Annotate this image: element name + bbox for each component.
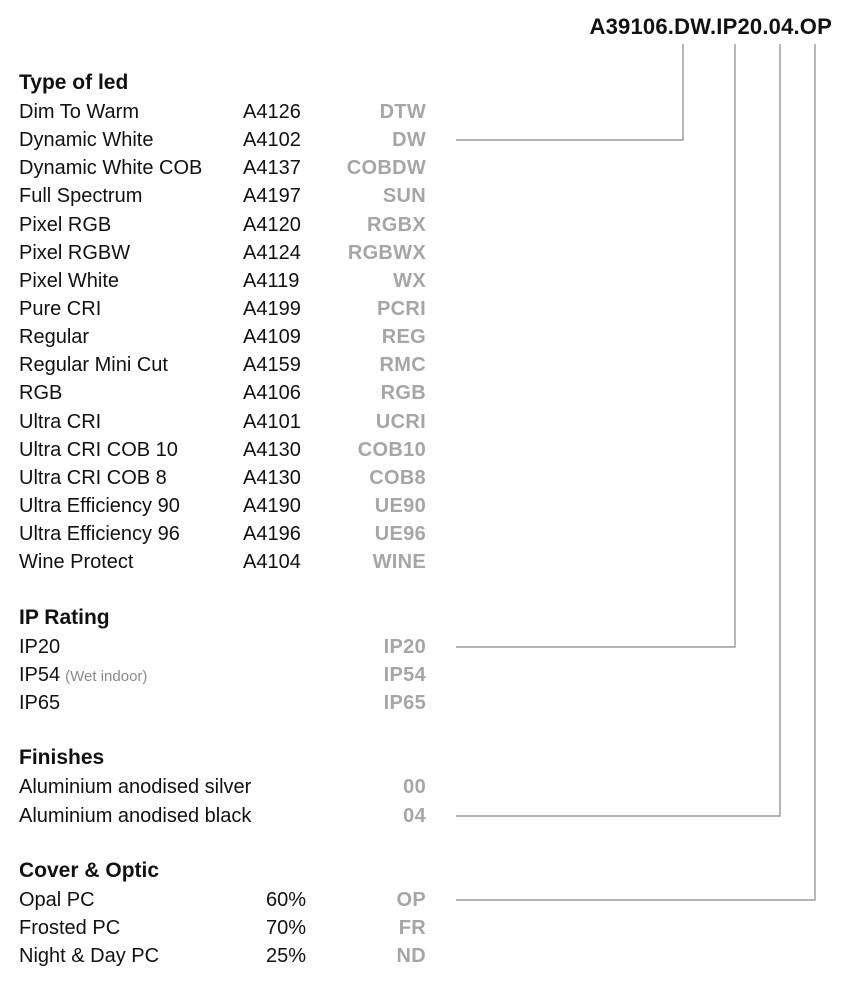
ip-row	[0, 633, 868, 661]
led-ref: A4130	[243, 439, 301, 461]
led-name: Pixel White	[19, 270, 120, 292]
ip-name: IP54	[19, 664, 61, 686]
led-ref: A4104	[243, 551, 301, 573]
led-row	[0, 154, 868, 182]
led-row	[0, 351, 868, 379]
led-ref: A4109	[243, 326, 301, 348]
led-row	[0, 98, 868, 126]
led-row	[0, 520, 868, 548]
finish-name: Aluminium anodised silver	[19, 776, 252, 798]
ip-note: (Wet indoor)	[65, 668, 148, 685]
cover-row	[0, 942, 868, 970]
led-code: COB8	[369, 467, 426, 489]
led-name: Regular Mini Cut	[19, 354, 168, 376]
led-row	[0, 126, 868, 154]
led-code: UE96	[374, 523, 426, 545]
ip-code: IP54	[383, 664, 426, 686]
cover-name: Night & Day PC	[19, 945, 160, 967]
led-row	[0, 239, 868, 267]
led-code: WINE	[372, 551, 426, 573]
finish-name: Aluminium anodised black	[19, 805, 252, 827]
cover-pct: 70%	[266, 917, 307, 939]
cover-name: Opal PC	[19, 889, 95, 911]
led-name: Pure CRI	[19, 298, 102, 320]
led-name: Wine Protect	[19, 551, 134, 573]
led-code: REG	[381, 326, 426, 348]
ip-name: IP65	[19, 692, 61, 714]
led-name: Ultra Efficiency 90	[19, 495, 180, 517]
led-name: Dynamic White	[19, 129, 154, 151]
led-row	[0, 267, 868, 295]
led-row	[0, 492, 868, 520]
led-code: SUN	[382, 185, 426, 207]
led-row	[0, 464, 868, 492]
cover-row	[0, 914, 868, 942]
cover-code: FR	[398, 917, 426, 939]
led-ref: A4101	[243, 411, 301, 433]
led-name: Dynamic White COB	[19, 157, 203, 179]
cover-row	[0, 886, 868, 914]
cover-pct: 60%	[266, 889, 307, 911]
cover-pct: 25%	[266, 945, 307, 967]
led-name: Pixel RGB	[19, 214, 112, 236]
led-code: COBDW	[346, 157, 426, 179]
cover-name: Frosted PC	[19, 917, 121, 939]
led-name: RGB	[19, 382, 63, 404]
led-name: Ultra CRI	[19, 411, 102, 433]
led-name: Dim To Warm	[19, 101, 139, 123]
finish-code: 00	[403, 776, 426, 798]
led-ref: A4196	[243, 523, 301, 545]
led-row	[0, 211, 868, 239]
led-code: UCRI	[375, 411, 426, 433]
led-ref: A4197	[243, 185, 301, 207]
led-row	[0, 323, 868, 351]
led-ref: A4130	[243, 467, 301, 489]
cover-code: ND	[396, 945, 426, 967]
led-name: Regular	[19, 326, 90, 348]
led-row	[0, 295, 868, 323]
led-ref: A4137	[243, 157, 301, 179]
led-code: RGBX	[367, 214, 426, 236]
led-row	[0, 436, 868, 464]
led-code: DW	[392, 129, 426, 151]
ip-code: IP65	[383, 692, 426, 714]
led-row	[0, 408, 868, 436]
led-ref: A4199	[243, 298, 301, 320]
led-code: UE90	[374, 495, 426, 517]
section-title-finishes: Finishes	[19, 746, 105, 769]
cover-code: OP	[396, 889, 426, 911]
led-name: Ultra CRI COB 8	[19, 467, 167, 489]
finish-code: 04	[403, 805, 426, 827]
product-code: A39106.DW.IP20.04.OP	[589, 14, 832, 39]
ip-name: IP20	[19, 636, 61, 658]
led-name: Ultra Efficiency 96	[19, 523, 180, 545]
ip-row	[0, 661, 868, 689]
led-name: Pixel RGBW	[19, 242, 131, 264]
led-ref: A4190	[243, 495, 301, 517]
led-code: WX	[393, 270, 426, 292]
led-ref: A4126	[243, 101, 301, 123]
led-code: RGBWX	[347, 242, 426, 264]
led-code: DTW	[379, 101, 426, 123]
led-row	[0, 379, 868, 407]
led-ref: A4120	[243, 214, 301, 236]
led-row	[0, 182, 868, 210]
led-ref: A4159	[243, 354, 301, 376]
led-ref: A4119	[243, 270, 300, 292]
ip-code: IP20	[383, 636, 426, 658]
section-title-ip: IP Rating	[19, 606, 110, 629]
led-code: COB10	[357, 439, 426, 461]
led-ref: A4124	[243, 242, 301, 264]
led-code: PCRI	[377, 298, 426, 320]
led-name: Ultra CRI COB 10	[19, 439, 178, 461]
section-title-led: Type of led	[19, 71, 129, 94]
finish-row	[0, 802, 868, 830]
led-name: Full Spectrum	[19, 185, 143, 207]
finish-row	[0, 773, 868, 801]
led-ref: A4106	[243, 382, 301, 404]
led-ref: A4102	[243, 129, 301, 151]
led-row	[0, 548, 868, 576]
section-title-cover: Cover & Optic	[19, 859, 160, 882]
ip-row	[0, 689, 868, 717]
led-code: RGB	[380, 382, 426, 404]
led-code: RMC	[379, 354, 426, 376]
